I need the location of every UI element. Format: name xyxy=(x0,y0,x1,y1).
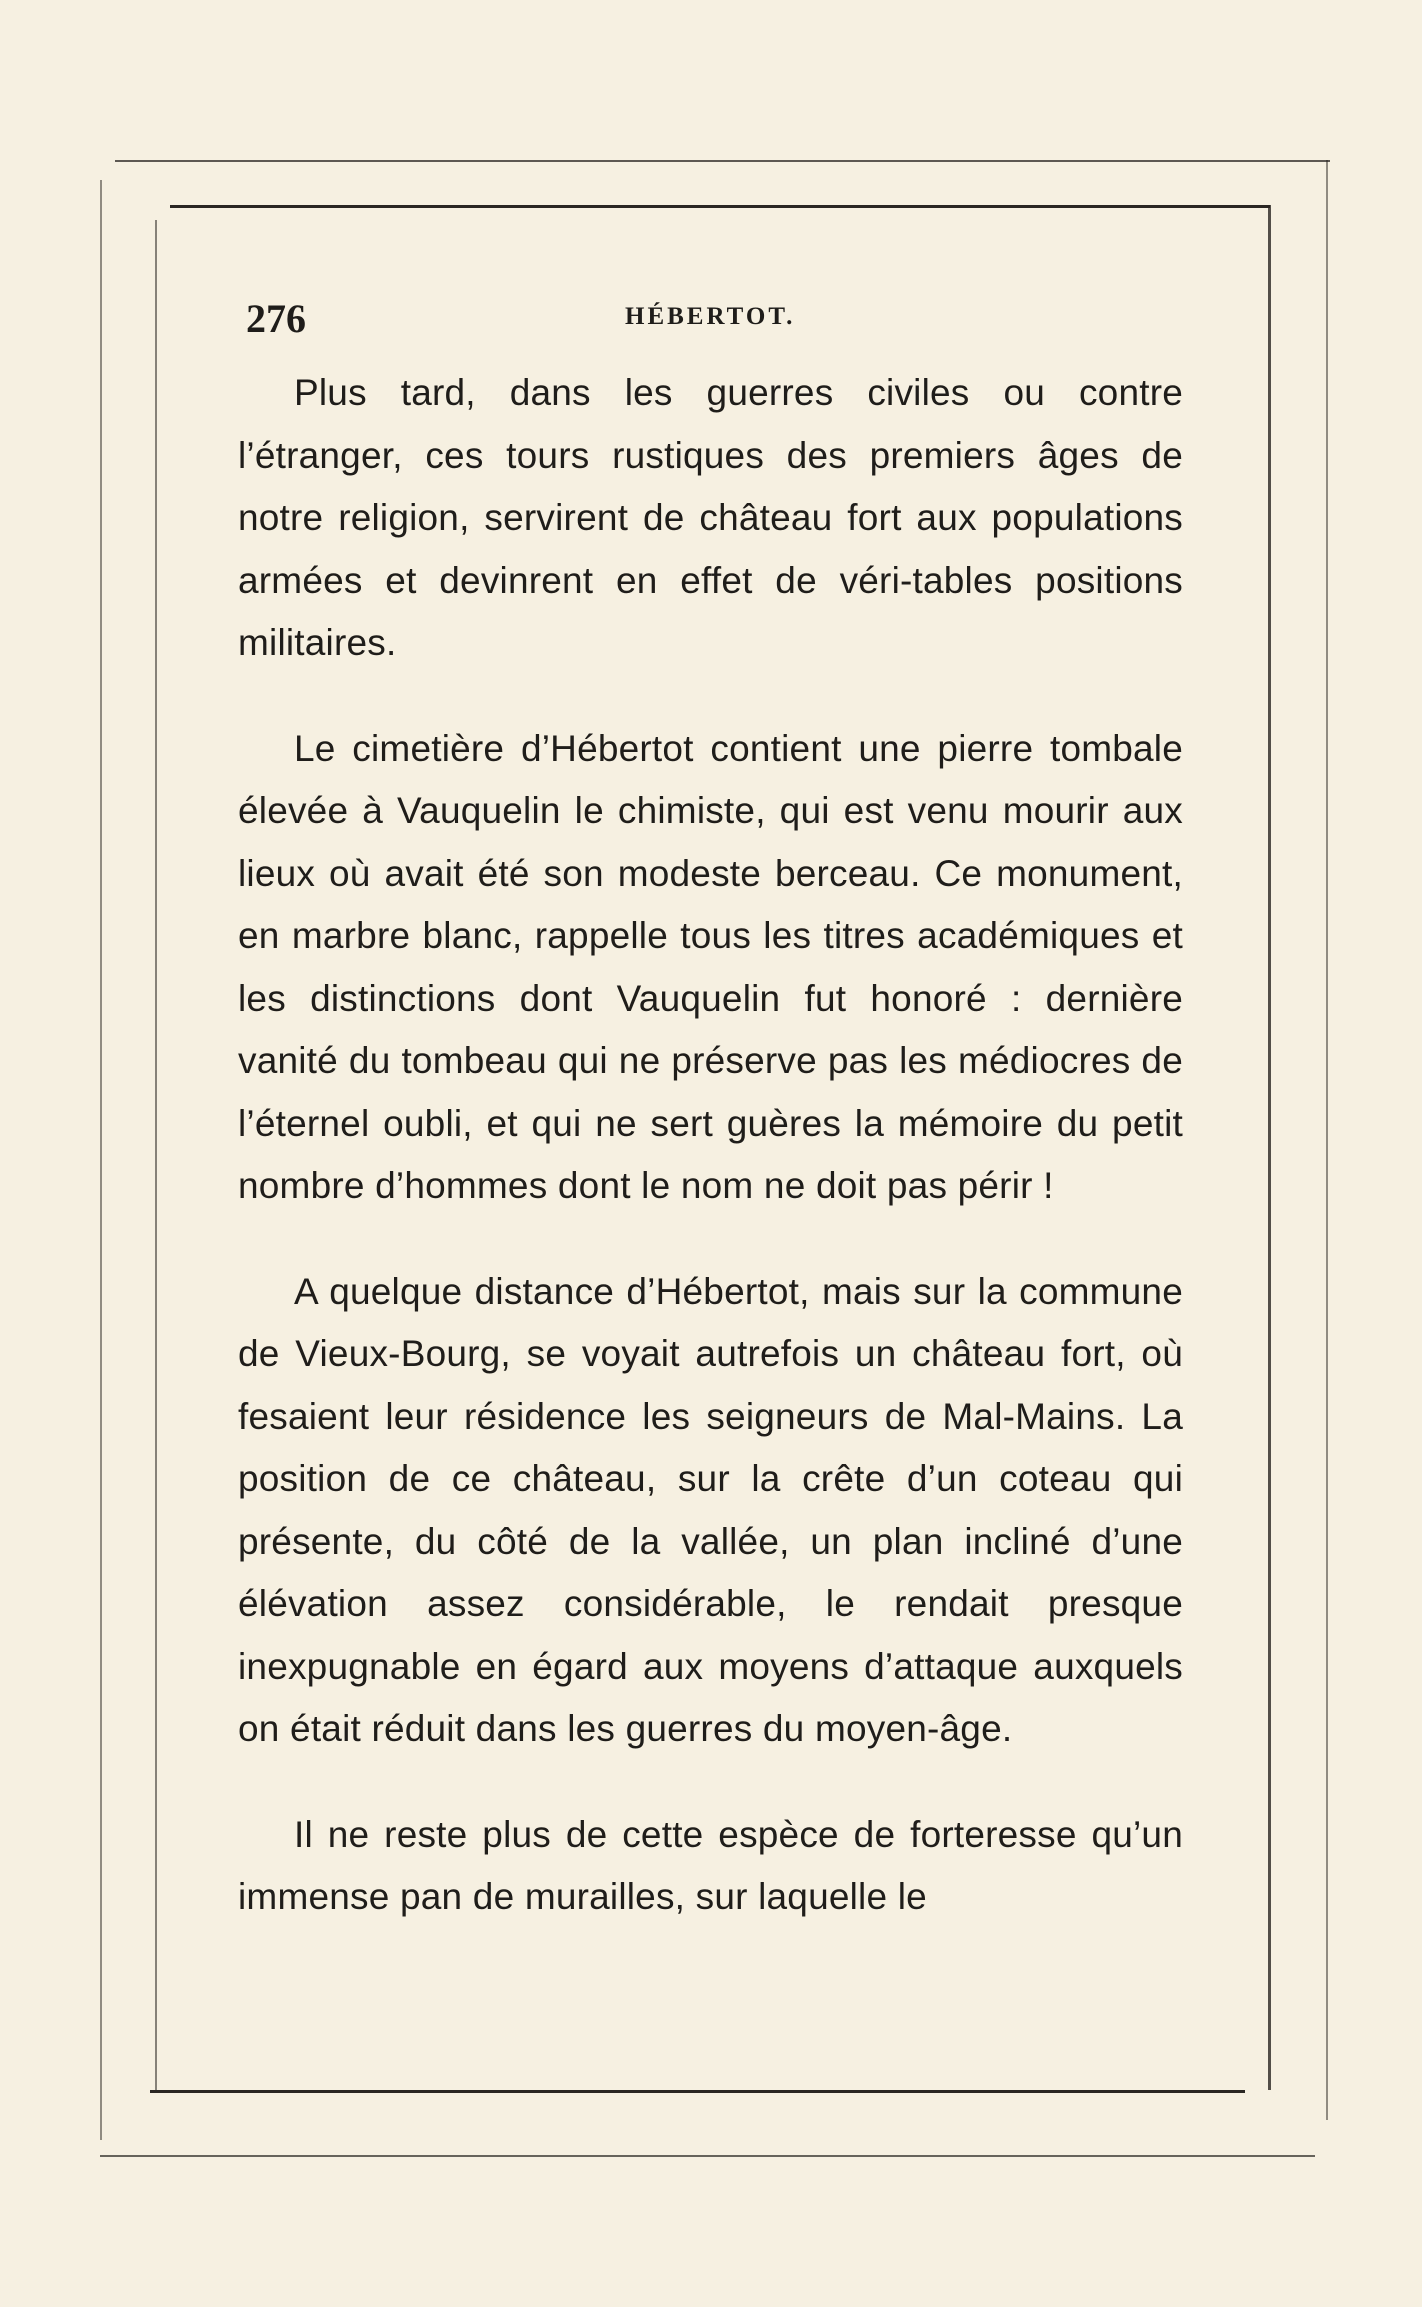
frame-left-outer-rule xyxy=(100,180,102,2140)
paragraph-4: Il ne reste plus de cette espèce de forteresse qu’un immense pan de murailles, sur laquelle le xyxy=(238,1813,1183,1917)
frame-left-rule xyxy=(155,220,157,2090)
paragraph-2: Le cimetière d’Hébertot contient une pierre tombale élevée à Vauquelin le chimiste, qui est venu mourir aux lieux où avait été son modeste berceau. Ce monument, en marbre blanc, rappelle tous les titres académiques et les distinctions dont Vauquelin fut honoré : dernière vanité du tombeau qui ne préserve pas les médiocres de l’éternel oubli, et qui ne sert guères la mémoire du petit nombre d’hommes dont le nom ne doit pas périr ! xyxy=(238,727,1183,1206)
frame-right-rule xyxy=(1268,205,1271,2090)
frame-inner-bottom-rule xyxy=(150,2090,1245,2093)
paragraph-3: A quelque distance d’Hébertot, mais sur la commune de Vieux-Bourg, se voyait autrefois un château fort, où fesaient leur résidence les seigneurs de Mal-Mains. La position de ce château, sur la crête d’un coteau qui présente, du côté de la vallée, un plan incliné d’une élévation assez considérable, le rendait presque inexpugnable en égard aux moyens d’attaque auxquels on était réduit dans les guerres du moyen-âge. xyxy=(238,1270,1183,1749)
paragraph-1: Plus tard, dans les guerres civiles ou contre l’étranger, ces tours rustiques des premiers âges de notre religion, servirent de château fort aux populations armées et devinrent en effet de véri-tables positions militaires. xyxy=(238,372,1183,663)
frame-outer-top-rule xyxy=(115,160,1330,162)
frame-right-outer-rule xyxy=(1326,160,1328,2120)
page-header xyxy=(240,295,1200,345)
page-number: 276 xyxy=(246,296,306,341)
body-text xyxy=(238,362,1183,1972)
frame-outer-bottom-rule xyxy=(100,2155,1315,2157)
frame-inner-top-rule xyxy=(170,205,1270,208)
running-head: HÉBERTOT. xyxy=(625,303,796,330)
